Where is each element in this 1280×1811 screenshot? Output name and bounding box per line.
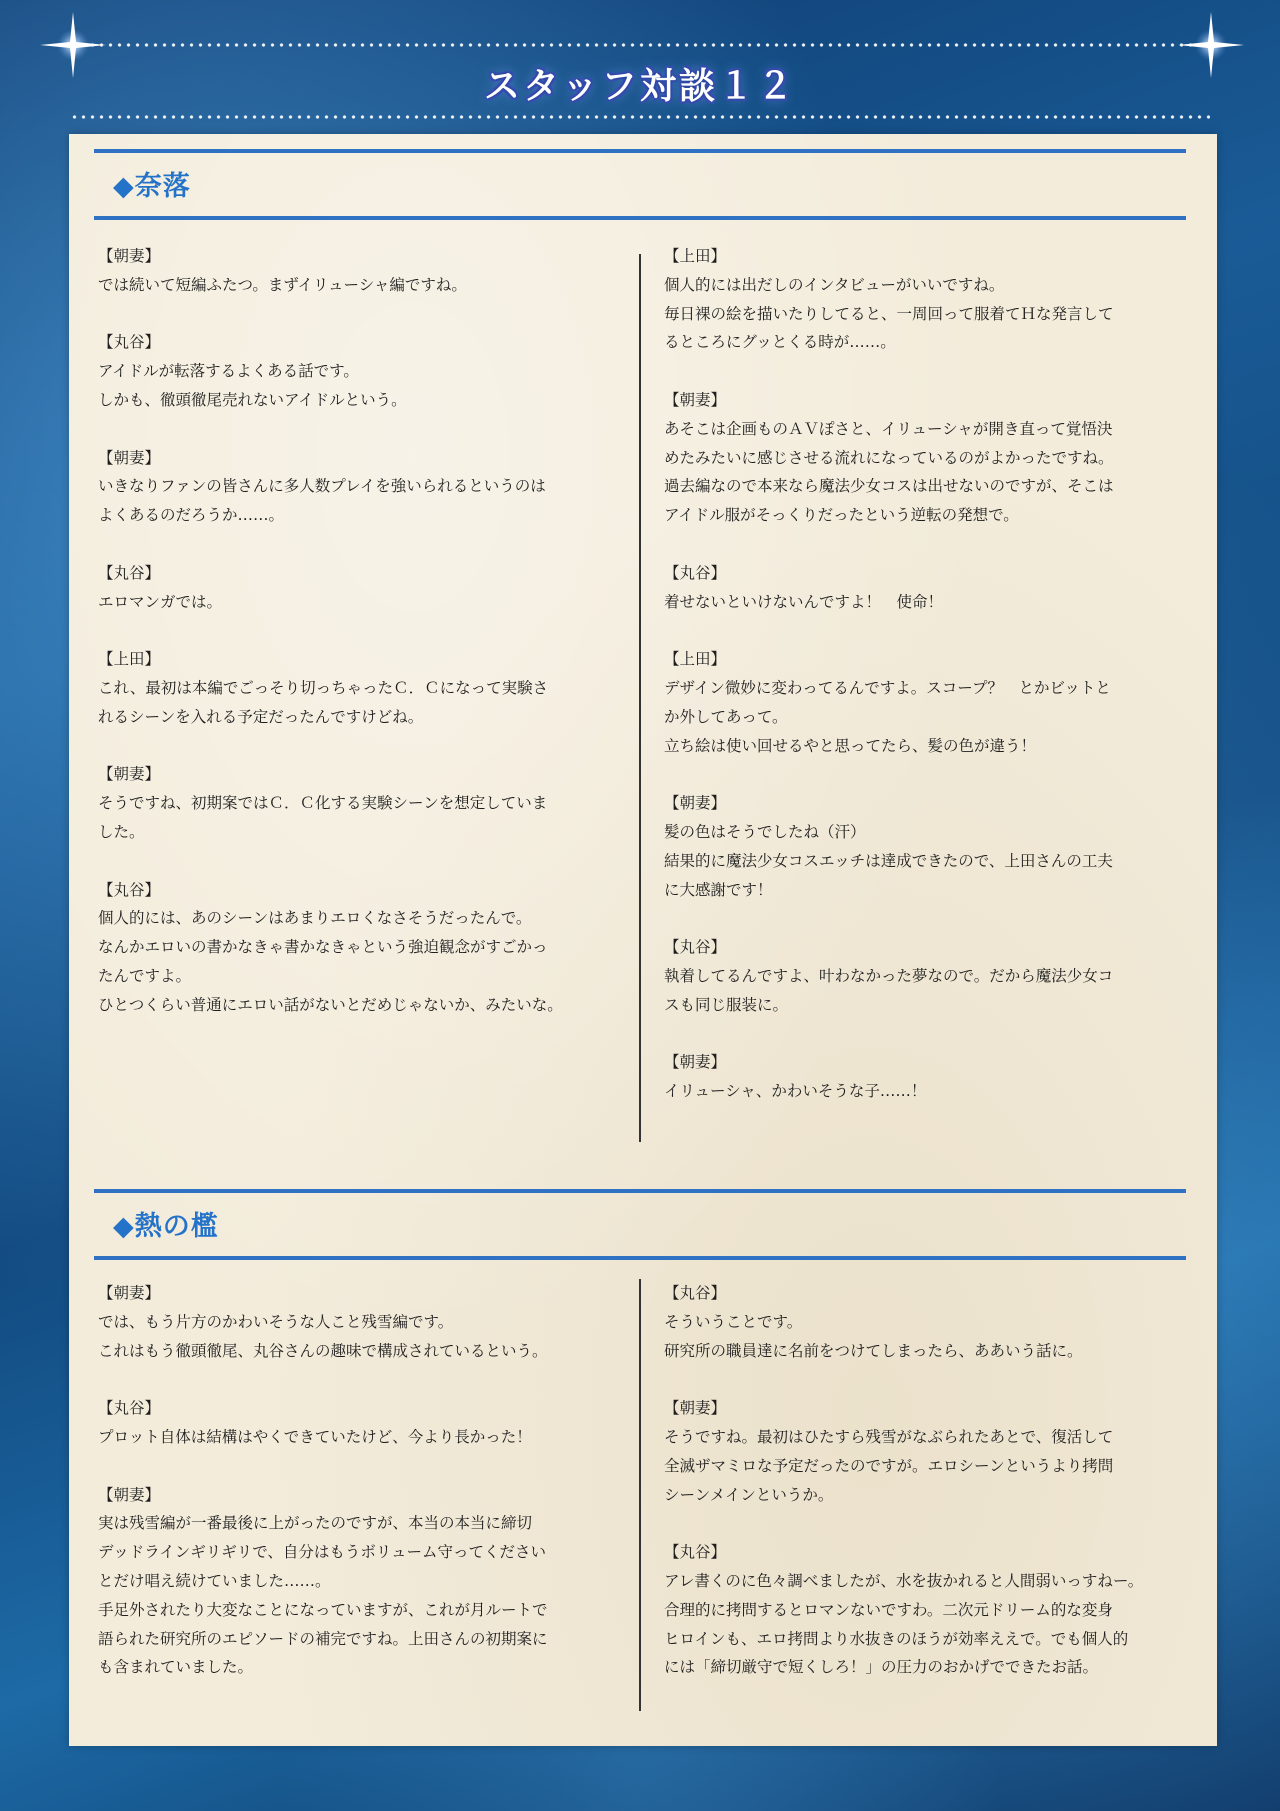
dialogue-line: 手足外されたり大変なことになっていますが、これが月ルートで — [98, 1600, 548, 1619]
speaker-label: 【朝妻】 — [98, 1284, 161, 1302]
speaker-label: 【丸谷】 — [664, 563, 727, 582]
dialogue-line: これはもう徹頭徹尾、丸谷さんの趣味で構成されているという。 — [98, 1341, 548, 1360]
dialogue-entry — [664, 386, 1204, 530]
dialogue-line: なんかエロいの書かなきゃ書かなきゃという強迫観念がすごかっ — [98, 938, 548, 957]
speaker-label: 【上田】 — [664, 247, 727, 265]
dialogue-line: そうですね。最初はひたすら残雪がなぶられたあとで、復活して — [664, 1427, 1114, 1446]
dialogue-line: あそこは企画ものＡＶぽさと、イリューシャが開き直って覚悟決 — [664, 419, 1113, 438]
page-title: スタッフ対談１２ — [483, 66, 796, 107]
section-rule — [94, 216, 1186, 220]
dialogue-line: では、もう片方のかわいそうな人こと残雪編です。 — [98, 1312, 454, 1331]
speaker-label: 【朝妻】 — [664, 1399, 727, 1418]
dialogue-line: るところにグッとくる時が……。 — [664, 333, 896, 352]
dialogue-column-right — [664, 242, 1204, 1135]
dialogue-line: たんですよ。 — [98, 966, 192, 985]
dialogue-line: アイドルが転落するよくある話です。 — [98, 362, 359, 381]
section-rule — [94, 1256, 1186, 1260]
dialogue-line: 全滅ザマミロな予定だったのですが。エロシーンというより拷問 — [664, 1456, 1114, 1475]
dialogue-line: シーンメインというか。 — [664, 1485, 834, 1504]
dialogue-line: した。 — [98, 822, 145, 841]
sparkle-border-bottom — [70, 112, 1210, 122]
dialogue-line: ヒロインも、エロ拷問より水抜きのほうが効率ええで。でも個人的 — [664, 1629, 1129, 1648]
dialogue-line: 過去編なので本来なら魔法少女コスは出せないのですが、そこは — [664, 477, 1114, 496]
dialogue-line: れるシーンを入れる予定だったんですけどね。 — [98, 707, 424, 726]
dialogue-entry — [98, 1279, 638, 1365]
dialogue-line: ひとつくらい普通にエロい話がないとだめじゃないか、みたいな。 — [98, 995, 563, 1014]
dialogue-entry — [98, 1481, 638, 1683]
section-title: ◆熱の檻 — [113, 1211, 219, 1242]
dialogue-entry — [98, 242, 638, 300]
dialogue-line: しかも、徹頭徹尾売れないアイドルという。 — [98, 390, 407, 409]
dialogue-entry — [664, 559, 1204, 617]
speaker-label: 【丸谷】 — [98, 1399, 161, 1418]
dialogue-line: 結果的に魔法少女コスエッチは達成できたので、上田さんの工夫 — [664, 851, 1113, 870]
speaker-label: 【丸谷】 — [664, 938, 727, 957]
dialogue-line: イリューシャ、かわいそうな子……！ — [664, 1082, 927, 1101]
speaker-label: 【丸谷】 — [664, 1543, 727, 1562]
dialogue-entry — [664, 1279, 1204, 1365]
speaker-label: 【丸谷】 — [98, 563, 161, 582]
speaker-label: 【朝妻】 — [664, 794, 727, 813]
sparkle-border-top — [70, 40, 1210, 50]
dialogue-line: デザイン微妙に変わってるんですよ。スコープ？ とかビットと — [664, 678, 1111, 697]
column-divider — [639, 1279, 641, 1711]
dialogue-entry — [98, 328, 638, 414]
dialogue-entry — [664, 789, 1204, 904]
dialogue-line: いきなりファンの皆さんに多人数プレイを強いられるというのは — [98, 477, 546, 496]
dialogue-line: そういうことです。 — [664, 1312, 803, 1331]
dialogue-column-right — [664, 1279, 1204, 1711]
dialogue-line: 毎日裸の絵を描いたりしてると、一周回って服着てＨな発言して — [664, 304, 1114, 323]
dialogue-line: プロット自体は結構はやくできていたけど、今より長かった！ — [98, 1427, 532, 1446]
dialogue-line: アレ書くのに色々調べましたが、水を抜かれると人間弱いっすねー。 — [664, 1571, 1144, 1590]
dialogue-line: か外してあって。 — [664, 707, 788, 726]
dialogue-entry — [664, 242, 1204, 357]
section-rule — [94, 149, 1186, 153]
dialogue-line: 髪の色はそうでしたね（汗） — [664, 822, 866, 841]
dialogue-line: も含まれていました。 — [98, 1658, 254, 1677]
dialogue-line: では続いて短編ふたつ。まずイリューシャ編ですね。 — [98, 275, 467, 294]
dialogue-line: スも同じ服装に。 — [664, 995, 789, 1014]
dialogue-entry — [664, 933, 1204, 1019]
dialogue-line: 個人的には、あのシーンはあまりエロくなさそうだったんで。 — [98, 909, 532, 928]
dialogue-line: エロマンガでは。 — [98, 592, 223, 611]
speaker-label: 【朝妻】 — [98, 448, 161, 467]
speaker-label: 【朝妻】 — [98, 1485, 161, 1504]
dialogue-line: 合理的に拷問するとロマンないですわ。二次元ドリーム的な変身 — [664, 1600, 1113, 1619]
dialogue-line: 立ち絵は使い回せるやと思ってたら、髪の色が違う！ — [664, 736, 1037, 755]
section-rule — [94, 1189, 1186, 1193]
dialogue-entry — [664, 645, 1204, 760]
dialogue-line: には「締切厳守で短くしろ！」の圧力のおかげでできたお話。 — [664, 1658, 1099, 1677]
speaker-label: 【上田】 — [98, 650, 161, 669]
dialogue-line: 語られた研究所のエピソードの補完ですね。上田さんの初期案に — [98, 1629, 548, 1648]
speaker-label: 【朝妻】 — [664, 390, 727, 409]
speaker-label: 【丸谷】 — [664, 1284, 727, 1302]
dialogue-line: 研究所の職員達に名前をつけてしまったら、ああいう話に。 — [664, 1341, 1083, 1360]
dialogue-entry — [98, 559, 638, 617]
dialogue-line: 個人的には出だしのインタビューがいいですね。 — [664, 275, 1005, 294]
speaker-label: 【丸谷】 — [98, 333, 161, 352]
dialogue-column-left — [98, 242, 638, 1048]
dialogue-line: よくあるのだろうか……。 — [98, 506, 285, 525]
dialogue-entry — [98, 444, 638, 530]
dialogue-line: めたみたいに感じさせる流れになっているのがよかったですね。 — [664, 448, 1114, 467]
dialogue-entry — [664, 1394, 1204, 1509]
dialogue-entry — [664, 1538, 1204, 1682]
dialogue-line: 着せないといけないんですよ！ 使命！ — [664, 592, 944, 611]
content-panel — [69, 134, 1217, 1746]
speaker-label: 【朝妻】 — [98, 765, 161, 784]
dialogue-entry — [98, 1394, 638, 1452]
dialogue-line: とだけ唱え続けていました……。 — [98, 1571, 331, 1590]
dialogue-entry — [98, 876, 638, 1020]
dialogue-line: 実は残雪編が一番最後に上がったのですが、本当の本当に締切 — [98, 1514, 533, 1533]
dialogue-line: アイドル服がそっくりだったという逆転の発想で。 — [664, 506, 1019, 525]
dialogue-entry — [98, 760, 638, 846]
speaker-label: 【丸谷】 — [98, 880, 161, 899]
dialogue-entry — [664, 1048, 1204, 1106]
dialogue-column-left — [98, 1279, 638, 1711]
dialogue-line: に大感謝です！ — [664, 880, 773, 899]
speaker-label: 【朝妻】 — [98, 247, 161, 265]
dialogue-line: これ、最初は本編でごっそり切っちゃったＣ．Ｃになって実験さ — [98, 678, 549, 697]
section-title: ◆奈落 — [113, 171, 191, 202]
column-divider — [639, 254, 641, 1142]
dialogue-line: そうですね、初期案ではＣ．Ｃ化する実験シーンを想定していま — [98, 794, 548, 813]
dialogue-line: 執着してるんですよ、叶わなかった夢なので。だから魔法少女コ — [664, 966, 1114, 985]
speaker-label: 【上田】 — [664, 650, 727, 669]
dialogue-line: デッドラインギリギリで、自分はもうボリューム守ってください — [98, 1543, 546, 1562]
dialogue-entry — [98, 645, 638, 731]
speaker-label: 【朝妻】 — [664, 1053, 727, 1072]
